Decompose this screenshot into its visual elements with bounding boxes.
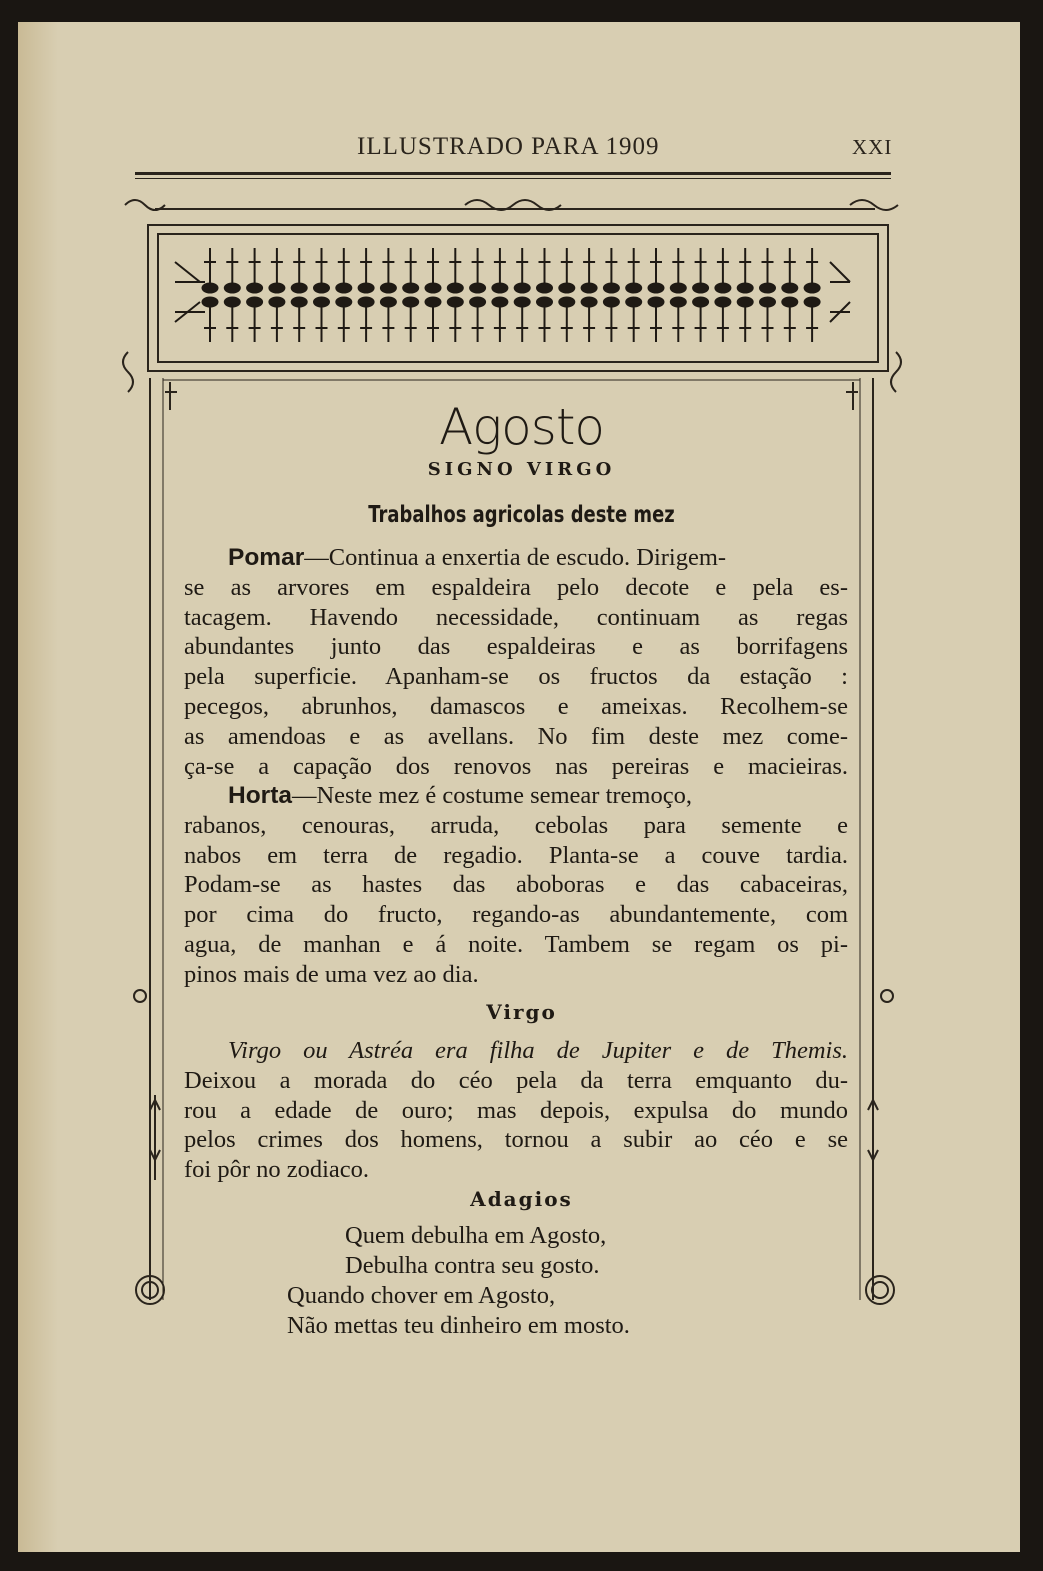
text: Deixou a morada do céo pela da terra emquanto du- (184, 1066, 848, 1094)
paragraph-virgo (184, 1036, 848, 1185)
text: as amendoas e as avellans. No fim deste mez come- (184, 722, 848, 750)
line (184, 722, 848, 752)
line (184, 632, 848, 662)
text: —Neste mez é costume semear tremoço, (291, 782, 692, 809)
section-heading: Trabalhos agricolas deste mez (368, 502, 675, 528)
text: rou a edade de ouro; mas depois, expulsa do mundo (184, 1096, 848, 1124)
line (184, 692, 848, 722)
text: rabanos, cenouras, arruda, cebolas para semente e (184, 811, 848, 839)
text: tacagem. Havendo necessidade, continuam as regas (184, 603, 848, 631)
line (184, 573, 848, 603)
paragraph-horta (184, 781, 848, 990)
line (184, 662, 848, 692)
text: pela superficie. Apanham-se os fructos da estação : (184, 663, 848, 691)
text: Virgo ou Astréa era filha de Jupiter e de Themis. (228, 1037, 848, 1064)
label-horta: Horta (228, 782, 292, 809)
text: —Continua a enxertia de escudo. Dirigem- (304, 544, 727, 571)
text: pelos crimes dos homens, tornou a subir ao céo e se (184, 1126, 848, 1154)
line (184, 1125, 848, 1155)
virgo-heading: Virgo (486, 1000, 557, 1024)
page-number: XXI (852, 135, 893, 159)
line (184, 811, 848, 841)
line (184, 543, 848, 573)
running-head-title: ILLUSTRADO PARA 1909 (357, 133, 660, 160)
line (184, 930, 848, 960)
text: foi pôr no zodiaco. (184, 1156, 370, 1184)
label-pomar: Pomar (228, 544, 305, 571)
zodiac-sign: SIGNO VIRGO (427, 459, 616, 480)
adagio-line: Quem debulha em Agosto, (345, 1222, 607, 1249)
line (184, 603, 848, 633)
adagios-heading: Adagios (470, 1187, 573, 1211)
line (184, 752, 848, 782)
text: por cima do fructo, regando-as abundantemente, com (184, 901, 848, 929)
text: ça-se a capação dos renovos nas pereiras e macieiras. (184, 752, 848, 780)
line (184, 900, 848, 930)
line (184, 1096, 848, 1126)
text: pinos mais de uma vez ao dia. (184, 960, 479, 988)
paragraph-pomar (184, 543, 848, 781)
line (184, 1066, 848, 1096)
line (184, 781, 848, 811)
text: agua, de manhan e á noite. Tambem se regam os pi- (184, 930, 848, 958)
adagio-line: Debulha contra seu gosto. (345, 1252, 600, 1279)
line (184, 960, 848, 990)
adagio-line: Não mettas teu dinheiro em mosto. (287, 1312, 630, 1339)
line (184, 870, 848, 900)
line (184, 841, 848, 871)
text: abundantes junto das espaldeiras e as borrifagens (184, 633, 848, 661)
adagio-line: Quando chover em Agosto, (287, 1282, 556, 1309)
line (184, 1036, 848, 1066)
line (184, 1155, 848, 1185)
text: se as arvores em espaldeira pelo decote e pela es- (184, 573, 848, 601)
text: Podam-se as hastes das aboboras e das cabaceiras, (184, 871, 848, 899)
month-title: Agosto (438, 398, 605, 456)
text: nabos em terra de regadio. Planta-se a couve tardia. (184, 841, 848, 869)
text: pecegos, abrunhos, damascos e ameixas. Recolhem-se (184, 692, 848, 720)
